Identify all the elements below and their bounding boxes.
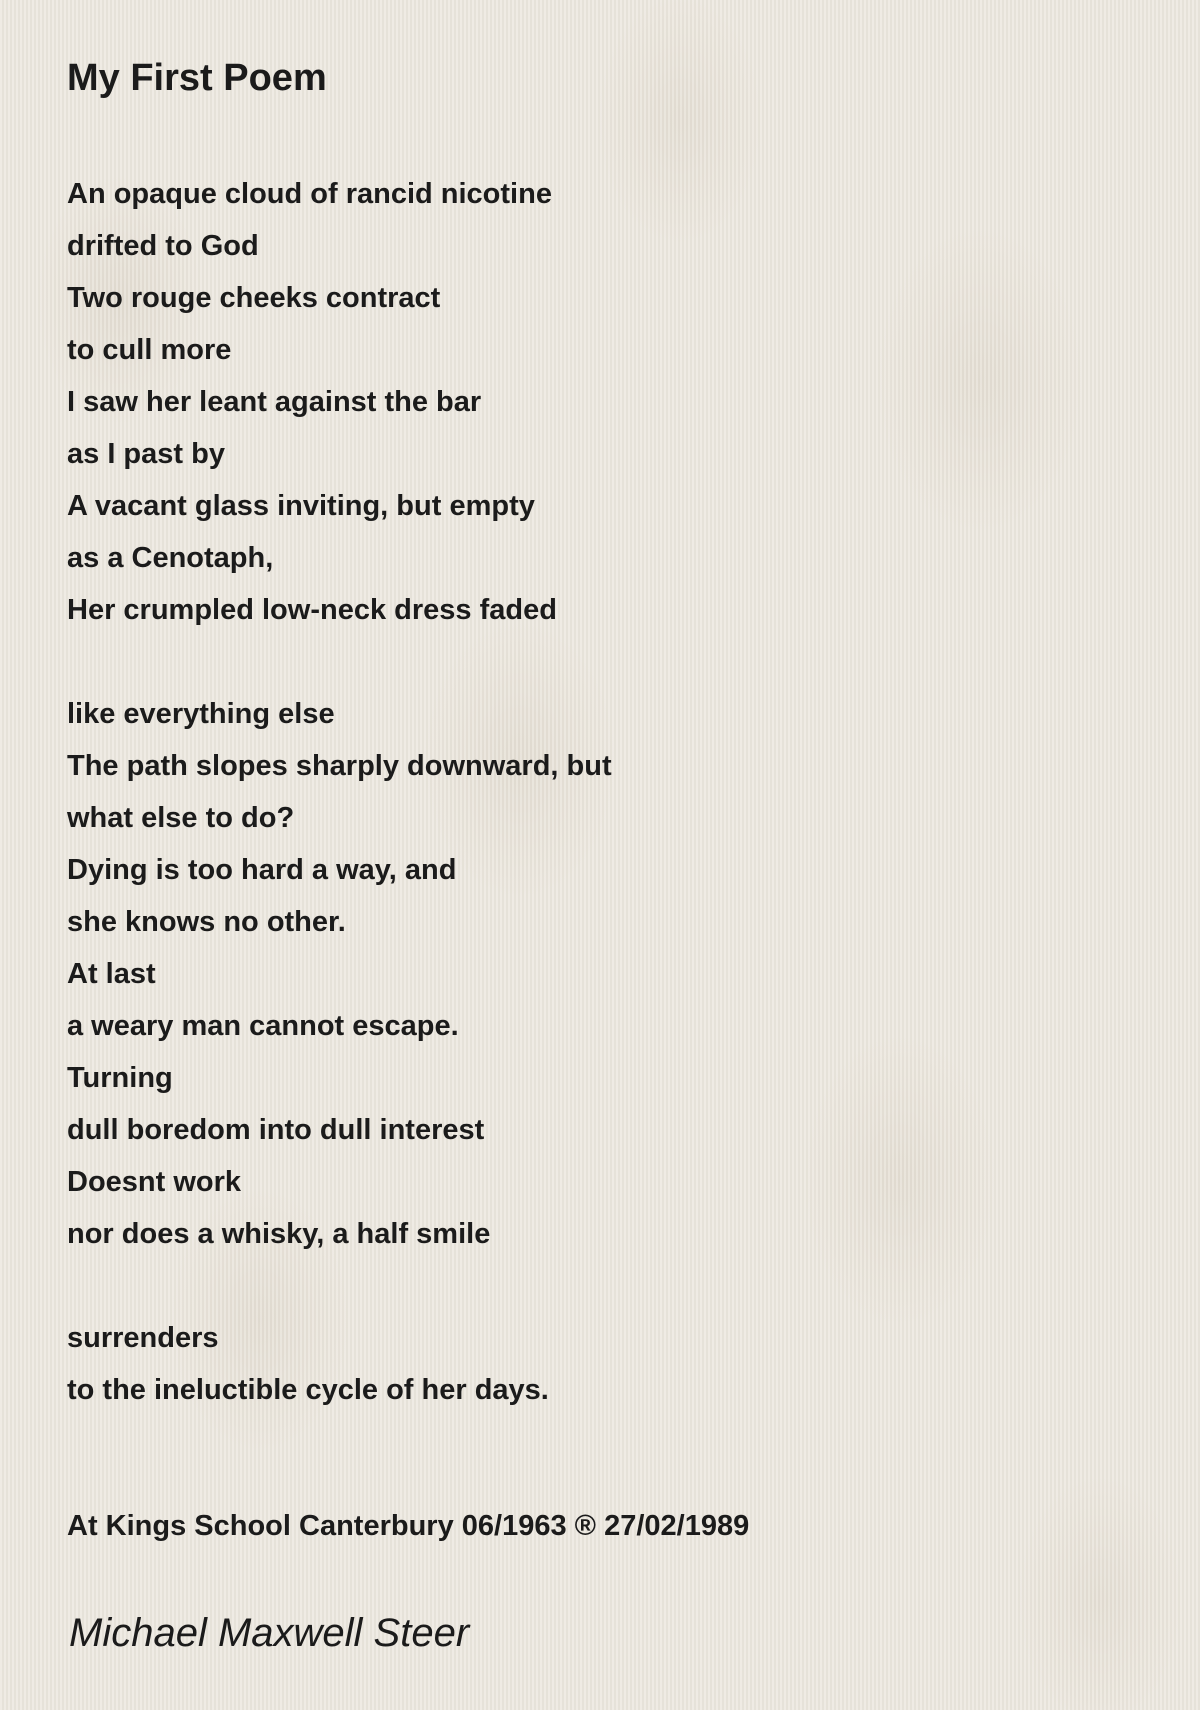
poem-body xyxy=(67,168,1147,1416)
stanza-1 xyxy=(67,168,1147,636)
poem-line: Two rouge cheeks contract xyxy=(67,282,441,314)
poem-title: My First Poem xyxy=(67,57,327,99)
poem-line: she knows no other. xyxy=(67,906,346,938)
poem-line: Turning xyxy=(67,1062,173,1094)
poem-line: what else to do? xyxy=(67,802,295,834)
stanza-3 xyxy=(67,1312,1147,1416)
poem-line: An opaque cloud of rancid nicotine xyxy=(67,178,552,210)
poem-line: The path slopes sharply downward, but xyxy=(67,750,612,782)
poem-line: At last xyxy=(67,958,156,990)
stanza-2 xyxy=(67,688,1147,1260)
poem-line: surrenders xyxy=(67,1322,219,1354)
poem-line: like everything else xyxy=(67,698,335,730)
poem-line: Dying is too hard a way, and xyxy=(67,854,457,886)
poem-line: as a Cenotaph, xyxy=(67,542,274,574)
poem-page xyxy=(67,48,1147,1468)
poem-line: dull boredom into dull interest xyxy=(67,1114,485,1146)
poem-line: to the ineluctible cycle of her days. xyxy=(67,1374,549,1406)
poem-author: Michael Maxwell Steer xyxy=(69,1611,470,1655)
poem-note: At Kings School Canterbury 06/1963 ® 27/02/1989 xyxy=(67,1510,750,1542)
poem-line: as I past by xyxy=(67,438,225,470)
poem-line: Her crumpled low-neck dress faded xyxy=(67,594,557,626)
poem-line: Doesnt work xyxy=(67,1166,242,1198)
poem-line: to cull more xyxy=(67,334,232,366)
poem-line: A vacant glass inviting, but empty xyxy=(67,490,535,522)
poem-line: nor does a whisky, a half smile xyxy=(67,1218,491,1250)
poem-line: I saw her leant against the bar xyxy=(67,386,482,418)
poem-line: drifted to God xyxy=(67,230,259,262)
poem-line: a weary man cannot escape. xyxy=(67,1010,459,1042)
